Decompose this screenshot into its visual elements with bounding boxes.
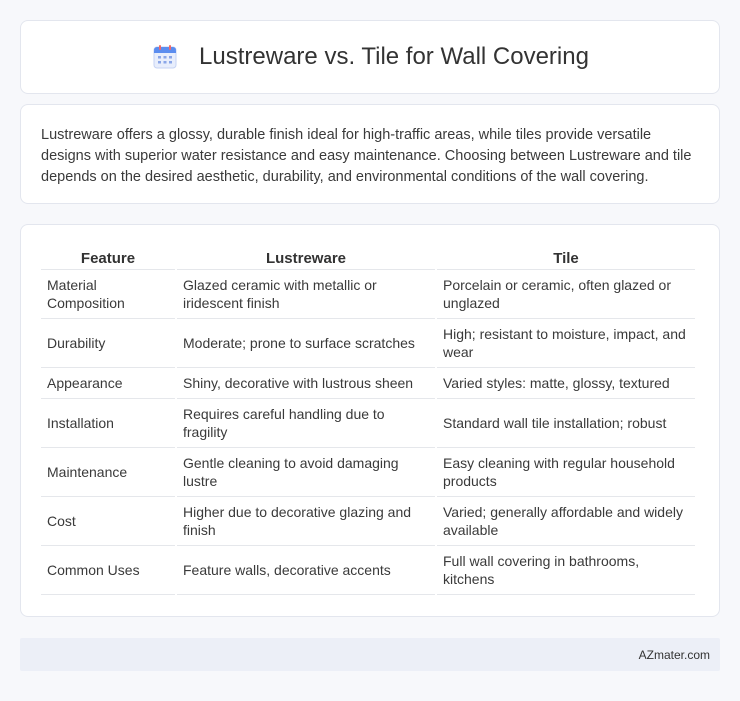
page-title: Lustreware vs. Tile for Wall Covering: [199, 43, 589, 70]
feature-cell: Installation: [41, 399, 175, 448]
footer-brand: AZmater.com: [638, 647, 710, 662]
intro-text: Lustreware offers a glossy, durable finish ideal for high-traffic areas, while tiles provide versatile designs with superior water resistance and easy maintenance. Choosing between Lustreware and tile depends on the desired aesthetic, durability, and environmental conditions of the wall covering.: [41, 127, 692, 185]
table-row: [41, 319, 695, 368]
feature-cell: Material Composition: [41, 270, 175, 319]
tile-cell: Varied; generally affordable and widely available: [437, 497, 695, 546]
table-row: [41, 368, 695, 399]
lustreware-cell: Feature walls, decorative accents: [177, 546, 435, 595]
table-row: [41, 399, 695, 448]
table-header-row: [41, 245, 695, 270]
tile-cell: High; resistant to moisture, impact, and wear: [437, 319, 695, 368]
tile-cell: Easy cleaning with regular household products: [437, 448, 695, 497]
table-row: [41, 546, 695, 595]
header-lustreware: Lustreware: [177, 245, 435, 270]
intro-card: [20, 104, 720, 204]
table-row: [41, 448, 695, 497]
lustreware-cell: Shiny, decorative with lustrous sheen: [177, 368, 435, 399]
tile-cell: Porcelain or ceramic, often glazed or unglazed: [437, 270, 695, 319]
feature-cell: Cost: [41, 497, 175, 546]
lustreware-cell: Glazed ceramic with metallic or iridescent finish: [177, 270, 435, 319]
lustreware-cell: Higher due to decorative glazing and finish: [177, 497, 435, 546]
lustreware-cell: Gentle cleaning to avoid damaging lustre: [177, 448, 435, 497]
calendar-icon: [151, 43, 179, 71]
feature-cell: Maintenance: [41, 448, 175, 497]
tile-cell: Varied styles: matte, glossy, textured: [437, 368, 695, 399]
table-row: [41, 497, 695, 546]
lustreware-cell: Moderate; prone to surface scratches: [177, 319, 435, 368]
header-feature: Feature: [41, 245, 175, 270]
feature-cell: Appearance: [41, 368, 175, 399]
header-tile: Tile: [437, 245, 695, 270]
tile-cell: Standard wall tile installation; robust: [437, 399, 695, 448]
feature-cell: Durability: [41, 319, 175, 368]
comparison-table: [39, 245, 697, 595]
title-card: [20, 20, 720, 94]
lustreware-cell: Requires careful handling due to fragility: [177, 399, 435, 448]
comparison-card: [20, 224, 720, 617]
footer: [20, 638, 720, 671]
table-row: [41, 270, 695, 319]
feature-cell: Common Uses: [41, 546, 175, 595]
tile-cell: Full wall covering in bathrooms, kitchens: [437, 546, 695, 595]
